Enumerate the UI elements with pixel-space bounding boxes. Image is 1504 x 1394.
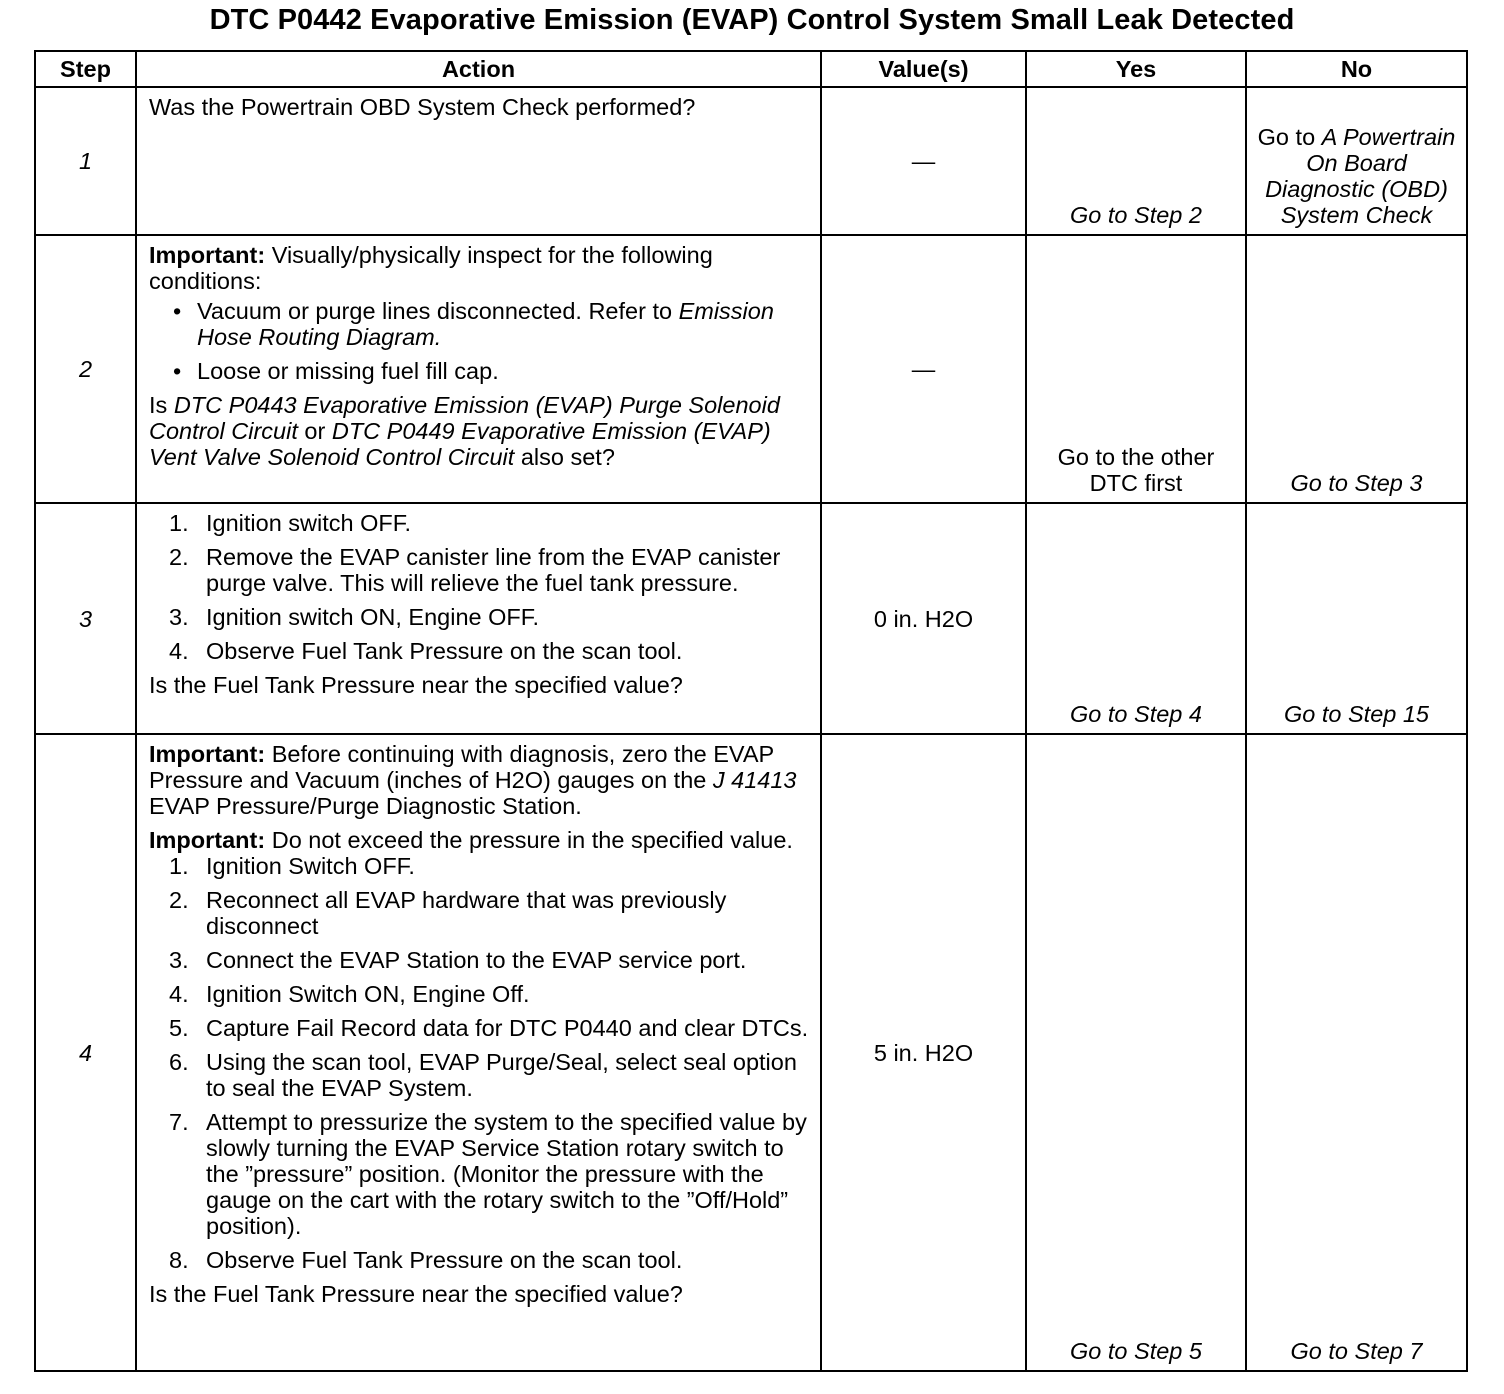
value-cell: —: [821, 87, 1026, 235]
procedure-list: [149, 510, 810, 664]
step-number: 2: [35, 235, 136, 503]
action-question: Is the Fuel Tank Pressure near the specified value?: [149, 1281, 683, 1307]
list-item: 2. Remove the EVAP canister line from the EVAP canister purge valve. This will relieve the fuel tank pressure.: [169, 544, 781, 596]
list-item: 1. Ignition Switch OFF.: [169, 853, 415, 879]
no-goto: Go to Step 7: [1290, 1338, 1423, 1364]
important-label: Important:: [149, 741, 266, 767]
list-item: 5. Capture Fail Record data for DTC P0440 and clear DTCs.: [169, 1015, 809, 1041]
table-row: [35, 734, 1467, 1371]
no-goto: Go to Step 15: [1283, 701, 1430, 727]
no-goto: Go to Step 3: [1290, 470, 1423, 496]
list-item: 8. Observe Fuel Tank Pressure on the scan tool.: [169, 1247, 683, 1273]
header-step: Step: [35, 51, 136, 87]
list-item: 3. Ignition switch ON, Engine OFF.: [169, 604, 540, 630]
table-row: [35, 503, 1467, 734]
important-label: Important:: [149, 242, 266, 268]
action-question: Was the Powertrain OBD System Check performed?: [149, 94, 696, 120]
no-cell: [1246, 235, 1467, 503]
dtc-table: [34, 50, 1468, 1372]
list-item: 4. Observe Fuel Tank Pressure on the scan tool.: [169, 638, 683, 664]
important-text: Visually/physically inspect for the following conditions:: [149, 242, 713, 294]
list-item: • Loose or missing fuel fill cap.: [173, 358, 499, 384]
header-action: Action: [136, 51, 821, 87]
bullet-icon: •: [173, 298, 182, 324]
bullet-icon: •: [173, 358, 182, 384]
important-label: Important:: [149, 827, 266, 853]
step-number: 3: [35, 503, 136, 734]
list-item: 7. Attempt to pressurize the system to the specified value by slowly turning the EVAP Service Station rotary switch to the ”pressure” position. (Monitor the pressure with the gauge on the cart with the rotary switch to the ”Off/Hold” position).: [169, 1109, 807, 1239]
yes-cell: [1026, 235, 1246, 503]
no-cell: [1246, 87, 1467, 235]
action-cell: [136, 503, 821, 734]
no-prefix: Go to: [1257, 124, 1322, 150]
action-question: Is DTC P0443 Evaporative Emission (EVAP) Purge Solenoid Control Circuit or DTC P0449 Evaporative Emission (EVAP) Vent Valve Solenoid Control Circuit also set?: [149, 392, 780, 470]
list-item: 6. Using the scan tool, EVAP Purge/Seal, select seal option to seal the EVAP System.: [169, 1049, 797, 1101]
procedure-list: [149, 853, 810, 1273]
list-item: 2. Reconnect all EVAP hardware that was previously disconnect: [169, 887, 727, 939]
condition-list: [149, 298, 810, 384]
action-cell: Important: Before continuing with diagnosis, zero the EVAP Pressure and Vacuum (inches of H2O) gauges on the J 41413 EVAP Pressure/Purge Diagnostic Station. Important: Do not exceed the pressure in the specified value. 1. Ignition Switch OFF. 2. Reconnect all EVAP hardware that was previously disconnect 3. Connect the EVAP Station to the EVAP service port. 4. Ignition Switch ON, Engine Off. 5. Capture Fail Record data for DTC P0440 and clear DTCs. 6. Using the scan tool, EVAP Purge/Seal, select seal option to seal the EVAP System. 7. Attempt to pressurize the system to the specified value by slowly turning the EVAP Service Station rotary switch to the ”pressure” position. (Monitor the pressure with the gauge on the cart with the rotary switch to the ”Off/Hold” position). 8. Observe Fuel Tank Pressure on the scan tool. Is the Fuel Tank Pressure near the specified value?: [136, 734, 821, 1371]
value-cell: —: [821, 235, 1026, 503]
action-question: Is the Fuel Tank Pressure near the specified value?: [149, 672, 683, 698]
header-no: No: [1246, 51, 1467, 87]
step-number: 1: [35, 87, 136, 235]
no-cell: [1246, 503, 1467, 734]
list-item: 4. Ignition Switch ON, Engine Off.: [169, 981, 530, 1007]
table-row: [35, 87, 1467, 235]
action-cell: [136, 235, 821, 503]
table-row: [35, 235, 1467, 503]
table-header-row: [35, 51, 1467, 87]
no-cell: [1246, 734, 1467, 1371]
header-values: Value(s): [821, 51, 1026, 87]
list-item: 1. Ignition switch OFF.: [169, 510, 412, 536]
step-number: 4: [35, 734, 136, 1371]
header-yes: Yes: [1026, 51, 1246, 87]
list-item: • Vacuum or purge lines disconnected. Refer to Emission Hose Routing Diagram.: [173, 298, 774, 350]
yes-goto: Go to Step 4: [1070, 701, 1202, 727]
action-cell: [136, 87, 821, 235]
value-cell: 0 in. H2O: [821, 503, 1026, 734]
value-cell: 5 in. H2O: [821, 734, 1026, 1371]
list-item: 3. Connect the EVAP Station to the EVAP service port.: [169, 947, 747, 973]
yes-goto: Go to the other DTC first: [1057, 444, 1215, 496]
yes-cell: [1026, 87, 1246, 235]
page-title: DTC P0442 Evaporative Emission (EVAP) Control System Small Leak Detected: [209, 4, 1295, 36]
yes-goto: Go to Step 5: [1070, 1338, 1202, 1364]
yes-cell: [1026, 503, 1246, 734]
yes-goto: Go to Step 2: [1070, 202, 1202, 228]
no-goto: A Powertrain On Board Diagnostic (OBD) System Check: [1265, 124, 1456, 228]
yes-cell: [1026, 734, 1246, 1371]
